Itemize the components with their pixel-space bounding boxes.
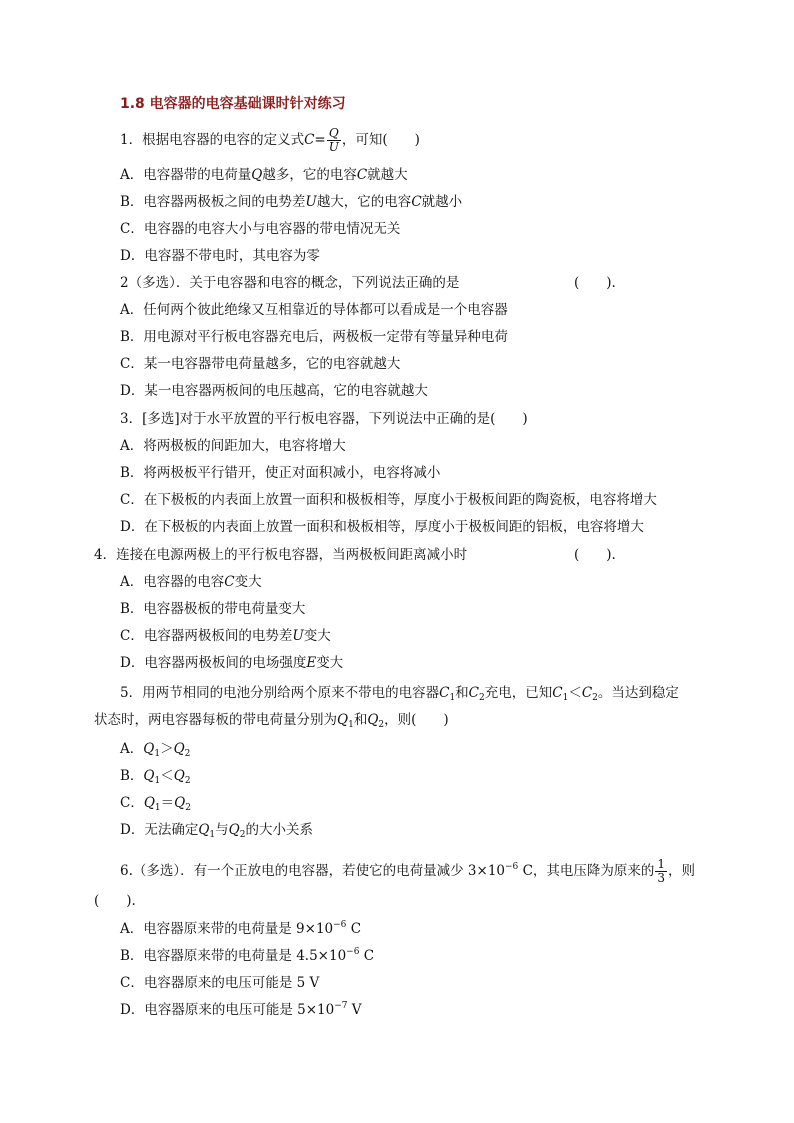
question-3-option-a: A．将两极板的间距加大，电容将增大 — [120, 438, 346, 454]
question-6-option-c: C．电容器原来的电压可能是 5 V — [120, 975, 320, 991]
question-2-option-d: D．某一电容器两板间的电压越高，它的电容就越大 — [120, 383, 428, 399]
one-third-fraction: $\frac{1}{3}$ — [657, 857, 666, 885]
question-5-option-b: B．$Q_1<Q_2$ — [120, 768, 191, 786]
question-4-option-d: D．电容器两极板间的电场强度E变大 — [120, 655, 344, 671]
question-2-option-b: B．用电源对平行板电容器充电后，两极板一定带有等量异种电荷 — [120, 329, 508, 345]
question-1-option-b: B．电容器两极板之间的电势差U越大，它的电容C就越小 — [120, 194, 463, 210]
question-2-answer-paren: ( ). — [574, 275, 616, 291]
question-2-stem: 2（多选）．关于电容器和电容的概念，下列说法正确的是 — [120, 275, 460, 291]
question-3-option-c: C．在下极板的内表面上放置一面积和极板相等，厚度小于极板间距的陶瓷板，电容将增大 — [120, 492, 657, 508]
question-5-stem-line-2: 状态时，两电容器每板的带电荷量分别为$Q_1$和$Q_2$，则( ) — [94, 712, 449, 730]
question-5-option-d: D．无法确定$Q_1$与$Q_2$的大小关系 — [120, 822, 313, 840]
question-2-option-c: C．某一电容器带电荷量越多，它的电容就越大 — [120, 356, 401, 372]
worksheet-title: 1.8 电容器的电容基础课时针对练习 — [120, 96, 346, 112]
question-6-option-b: B．电容器原来带的电荷量是 $4.5\times 10^{-6}$ C — [120, 947, 375, 964]
question-5-stem-line-1: 5．用两节相同的电池分别给两个原来不带电的电容器$C_1$和$C_2$充电，已知$C_1<C_2$。当达到稳定 — [120, 685, 679, 703]
question-6-option-a: A．电容器原来带的电荷量是 $9\times 10^{-6}$ C — [120, 920, 362, 937]
question-4-stem: 4．连接在电源两极上的平行板电容器，当两极板间距离减小时 — [94, 547, 468, 563]
formula-fraction: $\frac{Q}{U}$ — [328, 126, 339, 154]
question-1-option-d: D．电容器不带电时，其电容为零 — [120, 248, 320, 264]
question-2-option-a: A．任何两个彼此绝缘又互相靠近的导体都可以看成是一个电容器 — [120, 302, 508, 318]
question-4-option-a: A．电容器的电容C变大 — [120, 574, 262, 590]
question-4-answer-paren: ( ). — [574, 547, 616, 563]
question-1-option-c: C．电容器的电容大小与电容器的带电情况无关 — [120, 221, 401, 237]
question-5-option-a: A．$Q_1>Q_2$ — [120, 741, 191, 759]
question-1-option-a: A．电容器带的电荷量Q越多，它的电容C就越大 — [120, 167, 408, 183]
question-6-answer-paren: ( ). — [94, 893, 136, 909]
question-1-stem: 1．根据电容器的电容的定义式C= $\frac{Q}{U}$ ，可知( ) — [120, 126, 420, 154]
question-6-stem: 6.（多选）．有一个正放电的电容器，若使它的电荷量减少 $3\times 10^{-6}$ C，其电压降为原来的 $\frac{1}{3}$ ，则 — [120, 857, 696, 885]
question-4-option-b: B．电容器极板的带电荷量变大 — [120, 601, 306, 617]
question-6-option-d: D．电容器原来的电压可能是 $5\times 10^{-7}$ V — [120, 1001, 362, 1018]
question-3-stem: 3．[多选]对于水平放置的平行板电容器，下列说法中正确的是( ) — [120, 411, 528, 427]
question-3-option-d: D．在下极板的内表面上放置一面积和极板相等，厚度小于极板间距的铝板，电容将增大 — [120, 519, 644, 535]
question-4-option-c: C．电容器两极板间的电势差U变大 — [120, 628, 331, 644]
question-3-option-b: B．将两极板平行错开，使正对面积减小，电容将减小 — [120, 465, 441, 481]
question-5-option-c: C．$Q_1=Q_2$ — [120, 795, 191, 813]
